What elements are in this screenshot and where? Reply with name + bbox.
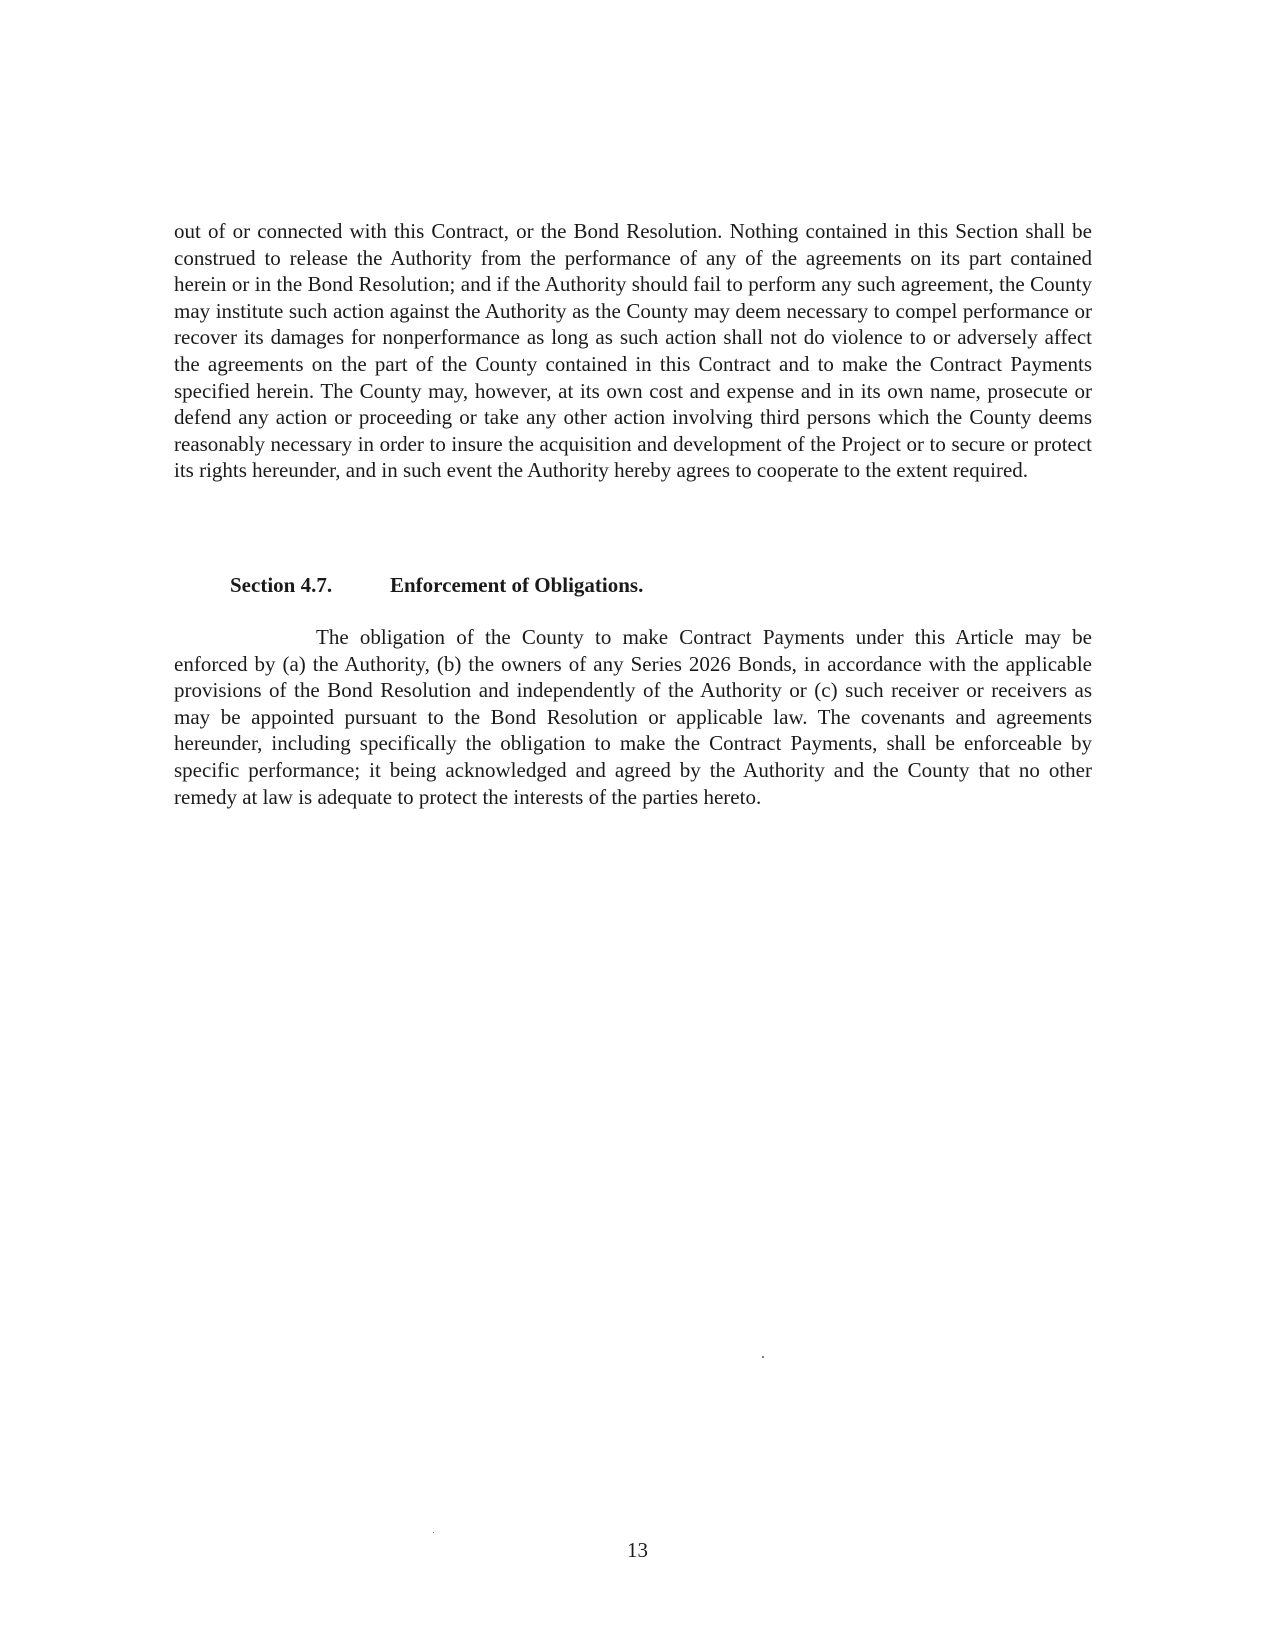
section-heading xyxy=(230,573,643,598)
scan-speck xyxy=(433,1532,434,1533)
section-title: Enforcement of Obligations. xyxy=(390,573,644,597)
paragraph-continuation: out of or connected with this Contract, or the Bond Resolution. Nothing contained in this Section shall be construed to release the Authority from the performance of any of the agreements on its part contained herein or in the Bond Resolution; and if the Authority should fail to perform any such agreement, the County may institute such action against the Authority as the County may deem necessary to compel performance or recover its damages for nonperformance as long as such action shall not do violence to or adversely affect the agreements on the part of the County contained in this Contract and to make the Contract Payments specified herein. The County may, however, at its own cost and expense and in its own name, prosecute or defend any action or proceeding or take any other action involving third persons which the County deems reasonably necessary in order to insure the acquisition and development of the Project or to secure or protect its rights hereunder, and in such event the Authority hereby agrees to cooperate to the extent required. xyxy=(174,219,1092,483)
page-number: 13 xyxy=(627,1538,648,1562)
section-number: Section 4.7. xyxy=(230,573,333,597)
scan-speck xyxy=(762,1356,764,1358)
paragraph-enforcement: The obligation of the County to make Contract Payments under this Article may be enforced by (a) the Authority, (b) the owners of any Series 2026 Bonds, in accordance with the applicable provisions of the Bond Resolution and independently of the Authority or (c) such receiver or receivers as may be appointed pursuant to the Bond Resolution or applicable law. The covenants and agreements hereunder, including specifically the obligation to make the Contract Payments, shall be enforceable by specific performance; it being acknowledged and agreed by the Authority and the County that no other remedy at law is adequate to protect the interests of the parties hereto. xyxy=(174,625,1092,809)
